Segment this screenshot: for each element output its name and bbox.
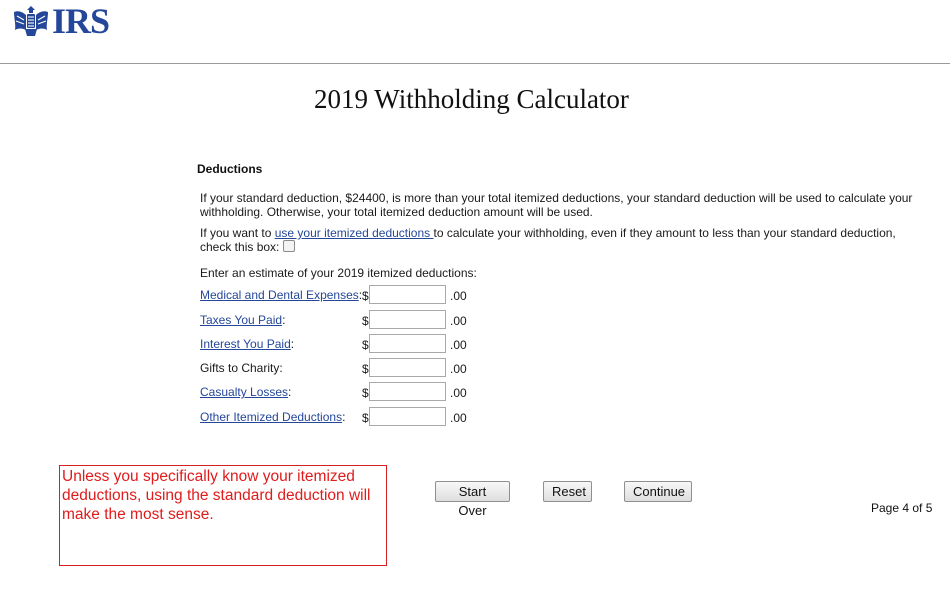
deduction-row-other: Other Itemized Deductions: $ .00 [200, 407, 480, 427]
deduction-row-medical: Medical and Dental Expenses: $ .00 [200, 285, 480, 305]
use-itemized-checkbox[interactable] [283, 240, 295, 252]
cents-suffix: .00 [450, 362, 467, 376]
deduction-row-casualty: Casualty Losses: $ .00 [200, 382, 480, 402]
start-over-button[interactable]: Start Over [435, 481, 510, 502]
continue-button[interactable]: Continue [624, 481, 692, 502]
taxes-paid-input[interactable] [369, 310, 446, 329]
casualty-losses-input[interactable] [369, 382, 446, 401]
itemize-option-text [200, 226, 915, 254]
gifts-charity-input[interactable] [369, 358, 446, 377]
currency-symbol: $ [362, 289, 369, 303]
itemize-prefix: If you want to [200, 226, 275, 240]
other-itemized-input[interactable] [369, 407, 446, 426]
medical-dental-link[interactable]: Medical and Dental Expenses [200, 288, 359, 302]
deduction-row-taxes: Taxes You Paid: $ .00 [200, 310, 480, 330]
logo-text: IRS [52, 1, 110, 41]
itemize-suffix: to calculate your withholding, even if they amount to less than your standard deduction, check this box: [200, 226, 896, 254]
currency-symbol: $ [362, 386, 369, 400]
currency-symbol: $ [362, 314, 369, 328]
currency-symbol: $ [362, 411, 369, 425]
currency-symbol: $ [362, 362, 369, 376]
interest-paid-link[interactable]: Interest You Paid [200, 337, 291, 351]
reset-button[interactable]: Reset [543, 481, 592, 502]
deduction-row-charity: Gifts to Charity: $ .00 [200, 358, 480, 378]
section-heading: Deductions [197, 162, 263, 176]
estimate-prompt: Enter an estimate of your 2019 itemized deductions: [200, 266, 477, 280]
casualty-losses-link[interactable]: Casualty Losses [200, 385, 289, 399]
itemized-deductions-link[interactable]: use your itemized deductions [274, 226, 434, 240]
gifts-charity-label: Gifts to Charity [200, 361, 280, 375]
annotation-note: Unless you specifically know your itemized deductions, using the standard deduction will make the most sense. [59, 465, 387, 566]
other-itemized-link[interactable]: Other Itemized Deductions [200, 410, 343, 424]
medical-dental-input[interactable] [369, 285, 446, 304]
irs-eagle-logo-icon [12, 4, 50, 38]
header-divider [0, 63, 950, 64]
cents-suffix: .00 [450, 314, 467, 328]
currency-symbol: $ [362, 338, 369, 352]
page-title: 2019 Withholding Calculator [314, 84, 629, 114]
standard-deduction-text: If your standard deduction, $24400, is more than your total itemized deductions, your standard deduction will be used to calculate your withholding. Otherwise, your total itemized deduction amount will be used. [200, 191, 913, 219]
cents-suffix: .00 [450, 411, 467, 425]
deduction-row-interest: Interest You Paid: $ .00 [200, 334, 480, 354]
cents-suffix: .00 [450, 338, 467, 352]
page-indicator: Page 4 of 5 [871, 501, 933, 515]
irs-logo[interactable] [12, 3, 109, 39]
taxes-paid-link[interactable]: Taxes You Paid [200, 313, 283, 327]
cents-suffix: .00 [450, 386, 467, 400]
interest-paid-input[interactable] [369, 334, 446, 353]
cents-suffix: .00 [450, 289, 467, 303]
